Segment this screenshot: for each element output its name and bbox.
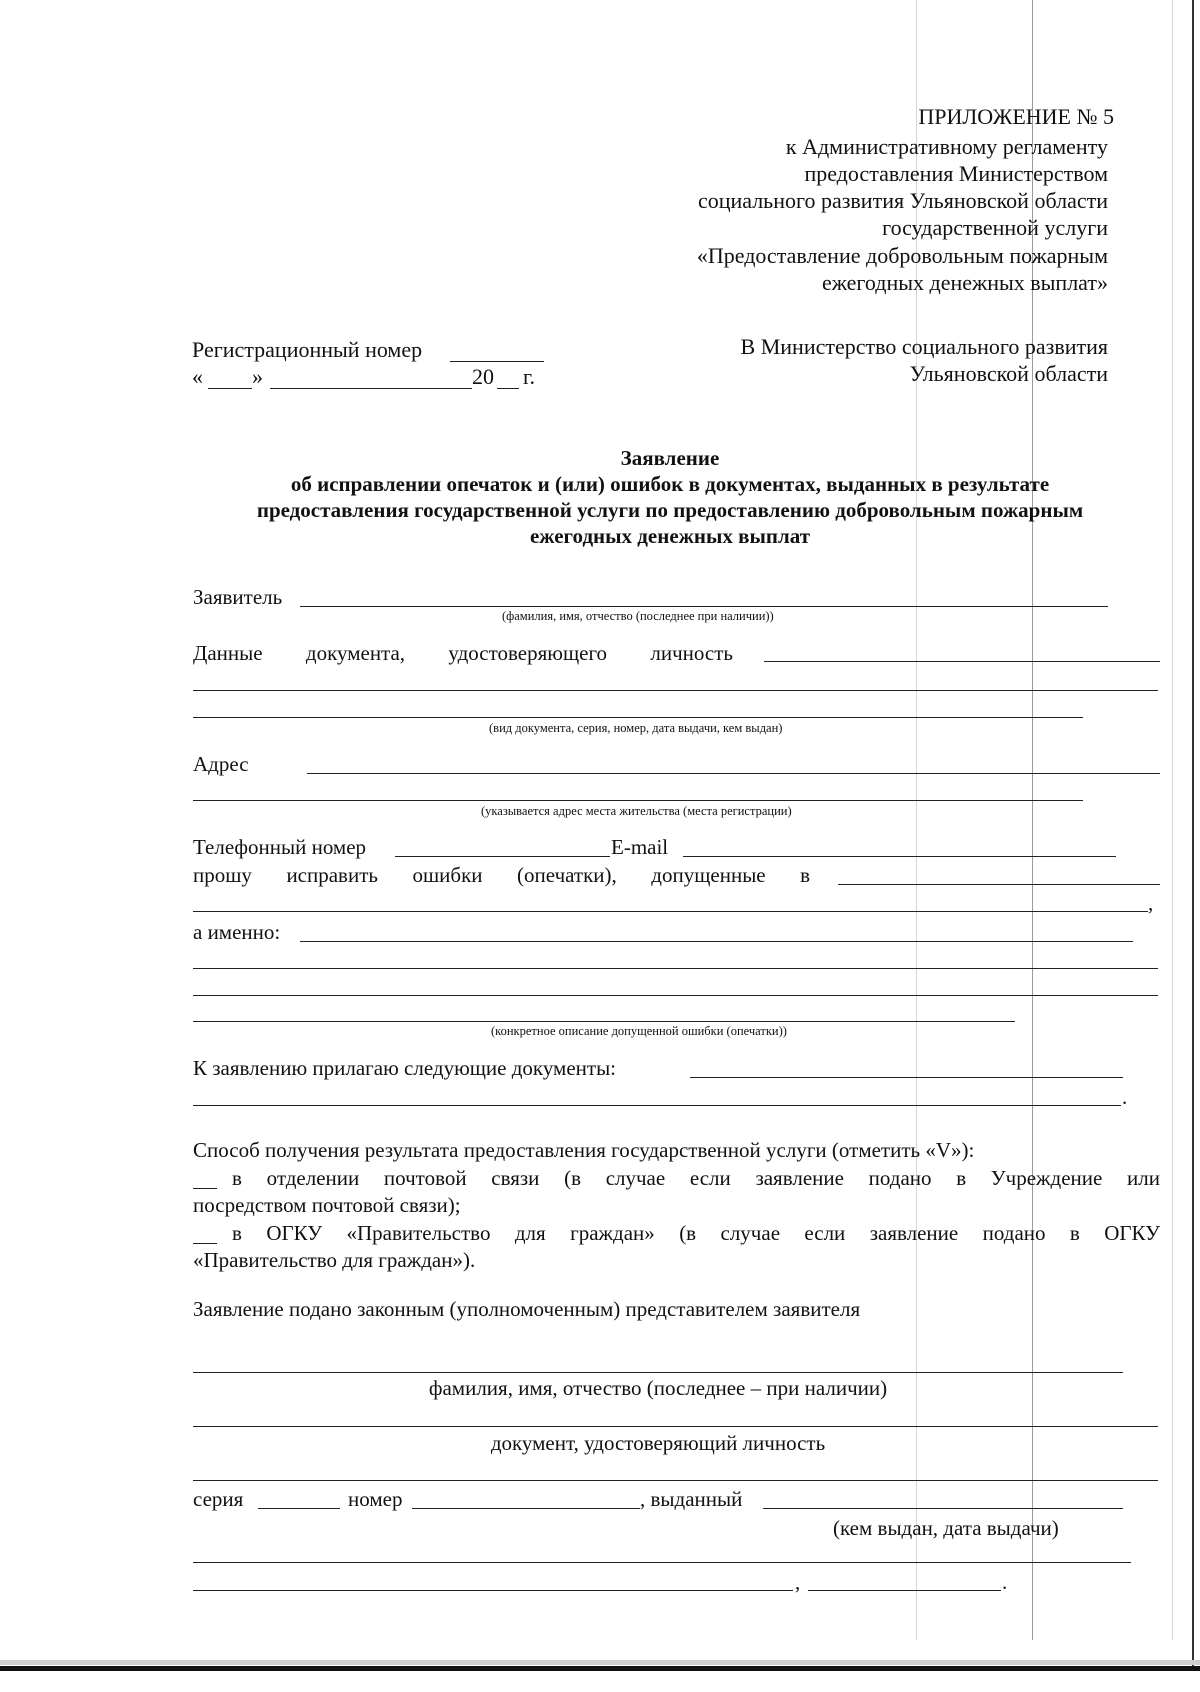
id-document-hint: (вид документа, серия, номер, дата выдачи, кем выдан) bbox=[489, 721, 783, 735]
appendix-line: предоставления Министерством bbox=[804, 161, 1108, 186]
id-document-label: Данные документа, удостоверяющего личность bbox=[193, 641, 733, 665]
document-subtitle: предоставления государственной услуги по предоставлению добровольным пожарным bbox=[256, 498, 1084, 522]
applicant-label: Заявитель bbox=[193, 585, 283, 609]
email-label: E-mail bbox=[611, 835, 669, 859]
namely-label: а именно: bbox=[193, 920, 281, 944]
request-label: прошу исправить ошибки (опечатки), допущенные в bbox=[193, 863, 811, 887]
scan-artifact-line bbox=[1172, 0, 1173, 1640]
representative-title: Заявление подано законным (уполномоченным) представителем заявителя bbox=[193, 1297, 861, 1321]
id-document-field-line[interactable] bbox=[764, 661, 1160, 662]
issued-field-line[interactable] bbox=[193, 1590, 793, 1591]
applicant-field-line[interactable] bbox=[300, 606, 1108, 607]
year-suffix: г. bbox=[523, 364, 536, 389]
appendix-line: государственной услуги bbox=[882, 215, 1108, 240]
document-subtitle: ежегодных денежных выплат bbox=[529, 524, 811, 548]
email-field-line[interactable] bbox=[683, 856, 1116, 857]
date-month-line[interactable] bbox=[270, 388, 472, 389]
issued-label: , выданный bbox=[640, 1487, 743, 1511]
appendix-line: социального развития Ульяновской области bbox=[697, 188, 1108, 213]
request-comma: , bbox=[1148, 891, 1154, 915]
attachments-end: . bbox=[1122, 1085, 1128, 1109]
delivery-method-title: Способ получения результата предоставления государственной услуги (отметить «V»): bbox=[193, 1138, 975, 1162]
year-prefix: 20 bbox=[472, 364, 494, 389]
date-year-line[interactable] bbox=[497, 388, 519, 389]
option-post-text: посредством почтовой связи); bbox=[193, 1193, 461, 1217]
appendix-line: ежегодных денежных выплат» bbox=[821, 270, 1108, 295]
namely-field-line[interactable] bbox=[193, 995, 1158, 996]
issued-date-line[interactable] bbox=[808, 1590, 1001, 1591]
id-document-field-line[interactable] bbox=[193, 717, 1083, 718]
date-close-quote: » bbox=[252, 364, 263, 389]
date-day-line[interactable] bbox=[208, 388, 252, 389]
page-edge bbox=[0, 1666, 1200, 1671]
address-hint: (указывается адрес места жительства (места регистрации) bbox=[481, 804, 792, 818]
series-label: серия bbox=[193, 1487, 244, 1511]
address-field-line[interactable] bbox=[307, 773, 1160, 774]
addressee-line: В Министерство социального развития bbox=[740, 334, 1108, 359]
document-subtitle: об исправлении опечаток и (или) ошибок в документах, выданных в результате bbox=[290, 472, 1050, 496]
representative-doc-line[interactable] bbox=[193, 1480, 1158, 1481]
representative-name-line[interactable] bbox=[193, 1372, 1123, 1373]
representative-doc-line[interactable] bbox=[193, 1426, 1158, 1427]
page-edge bbox=[0, 1660, 1200, 1665]
option-ogku-text: «Правительство для граждан»). bbox=[193, 1248, 476, 1272]
issued-end: . bbox=[1002, 1570, 1008, 1594]
namely-field-line[interactable] bbox=[193, 968, 1158, 969]
request-field-line[interactable] bbox=[838, 884, 1160, 885]
appendix-title: ПРИЛОЖЕНИЕ № 5 bbox=[918, 104, 1114, 129]
attachments-field-line[interactable] bbox=[690, 1077, 1123, 1078]
appendix-line: «Предоставление добровольным пожарным bbox=[696, 243, 1108, 268]
address-field-line[interactable] bbox=[193, 800, 1083, 801]
option-post-text: в отделении почтовой связи (в случае если заявление подано в Учреждение или bbox=[232, 1166, 1160, 1190]
id-document-field-line[interactable] bbox=[193, 690, 1158, 691]
option-checkbox-line[interactable] bbox=[193, 1188, 217, 1189]
document-title: Заявление bbox=[620, 446, 720, 470]
phone-label: Телефонный номер bbox=[193, 835, 367, 859]
namely-field-line[interactable] bbox=[193, 1021, 1015, 1022]
option-checkbox-line[interactable] bbox=[193, 1243, 217, 1244]
page-edge bbox=[1192, 0, 1194, 1670]
attachments-label: К заявлению прилагаю следующие документы: bbox=[193, 1056, 617, 1080]
issued-field-line[interactable] bbox=[763, 1508, 1123, 1509]
option-ogku-text: в ОГКУ «Правительство для граждан» (в случае если заявление подано в ОГКУ bbox=[232, 1221, 1160, 1245]
number-field-line[interactable] bbox=[412, 1508, 640, 1509]
number-label: номер bbox=[348, 1487, 403, 1511]
appendix-line: к Административному регламенту bbox=[785, 134, 1108, 159]
attachments-field-line[interactable] bbox=[193, 1105, 1121, 1106]
registration-label: Регистрационный номер bbox=[192, 337, 423, 362]
issued-comma: , bbox=[795, 1570, 801, 1594]
phone-field-line[interactable] bbox=[395, 856, 610, 857]
representative-doc-hint: документ, удостоверяющий личность bbox=[490, 1431, 826, 1455]
namely-field-line[interactable] bbox=[300, 941, 1133, 942]
date-open-quote: « bbox=[192, 364, 203, 389]
applicant-hint: (фамилия, имя, отчество (последнее при наличии)) bbox=[502, 609, 774, 623]
address-label: Адрес bbox=[193, 752, 249, 776]
addressee-line: Ульяновской области bbox=[909, 361, 1108, 386]
series-field-line[interactable] bbox=[258, 1508, 340, 1509]
issued-hint: (кем выдан, дата выдачи) bbox=[833, 1516, 1059, 1540]
request-field-line[interactable] bbox=[193, 911, 1148, 912]
representative-name-hint: фамилия, имя, отчество (последнее – при наличии) bbox=[428, 1376, 888, 1400]
namely-hint: (конкретное описание допущенной ошибки (опечатки)) bbox=[491, 1024, 787, 1038]
issued-field-line[interactable] bbox=[193, 1562, 1131, 1563]
registration-number-line[interactable] bbox=[450, 361, 544, 362]
